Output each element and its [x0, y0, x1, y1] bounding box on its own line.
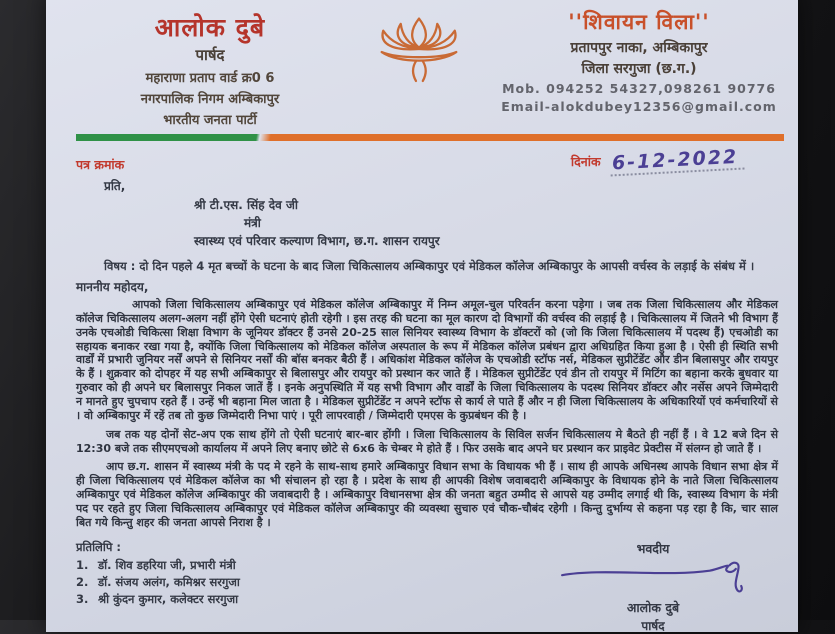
meta-row [76, 147, 784, 173]
letterhead [76, 6, 784, 128]
letter-paper [46, 0, 798, 632]
sender-block [76, 6, 344, 128]
sender-ward-line: महाराणा प्रताप वार्ड क्र0 6 [145, 71, 275, 86]
valediction: भवदीय [636, 540, 670, 556]
signatory-title: पार्षद [641, 618, 665, 633]
sender-party-line: भारतीय जनता पार्टी [163, 113, 257, 128]
recipient-salutation: प्रति, [104, 179, 126, 193]
cc-item-number: 2. [76, 574, 89, 589]
cc-item-number: 3. [76, 591, 89, 606]
address-line-1: प्रतापपुर नाका, अम्बिकापुर [570, 40, 708, 56]
address-block [494, 6, 784, 114]
body-paragraph-3: आप छ.ग. शासन में स्वास्थ्य मंत्री के पद मे रहने के साथ-साथ हमारे अम्बिकापुर विधान सभा के विधायक भी हैं । साथ ही आपके अधिनस्थ आपके विधान सभा क्षेत्र में ही जिला चिकित्सालय एवं मेडिकल कॉलेज का भी संचालन हो रहा है । प्रदेश के साथ ही आपकी विशेष जवाबदारी अम्बिकापुर के विधायक होने के नाते जिला चिकित्सालय अम्बिकापुर एवं मेडिकल कॉलेज अम्बिकापुर की जवाबदारी है । अम्बिकापुर विधानसभा क्षेत्र की जनता बहुत उम्मीद से आपसे यह उम्मीद लगाई थी कि, स्वास्थ्य विभाग के मंत्री पद पर रहते हुए जिला चिकित्सालय अम्बिकापुर एवं मेडिकल कॉलेज अम्बिकापुर की व्यवस्था सुचारु एवं चौक-चौबंद रहेगी । किन्तु दुर्भाग्य से कहना पड़ रहा है कि, चार साल बित गये किन्तु शहर की जनता आपसे निराश है । [76, 460, 778, 529]
recipient-department: स्वास्थ्य एवं परिवार कल्याण विभाग, छ.ग. शासन रायपुर [194, 234, 440, 248]
date-label: दिनांक [570, 154, 601, 169]
cc-item-text: डॉ. शिव डहरिया जी, प्रभारी मंत्री [98, 557, 236, 572]
subject-label: विषय : [104, 259, 136, 273]
sender-name: आलोक दुबे [154, 13, 266, 42]
handwritten-date: 6-12-2022 [609, 146, 744, 177]
cc-item-1 [76, 558, 240, 573]
cc-item-text: डॉ. संजय अलंग, कमिश्नर सरगुजा [98, 574, 240, 589]
cc-item-text: श्री कुंदन कुमार, कलेक्टर सरगुजा [98, 591, 239, 606]
cc-label: प्रतिलिपि : [76, 539, 121, 554]
cc-item-2 [76, 575, 240, 590]
bjp-lotus-icon [344, 6, 494, 84]
handwritten-signature [558, 559, 748, 599]
subject-text: दो दिन पहले 4 मृत बच्चों के घटना के बाद जिला चिकित्सालय अम्बिकापुर एवं मेडिकल कॉलेज अम्बिकापुर के आपसी वर्चस्व के लड़ाई के संबंध में । [139, 259, 755, 273]
signatory-name: आलोक दुबे [626, 599, 680, 615]
recipient-name: श्री टी.एस. सिंह देव जी [194, 198, 298, 212]
letter-number-label: पत्र क्रमांक [76, 157, 125, 172]
mobile-number: Mob. 094252 54327,098261 90776 [502, 81, 776, 96]
recipient-block [76, 177, 784, 249]
sender-title: पार्षद [195, 46, 225, 64]
tricolor-stripe [76, 134, 784, 141]
house-name: ''शिवायन विला'' [568, 10, 710, 34]
subject-line [76, 259, 832, 274]
greeting: माननीय महोदय, [76, 279, 149, 294]
cc-item-3 [76, 592, 240, 607]
address-line-2: जिला सरगुजा (छ.ग.) [581, 61, 697, 77]
sender-municipality-line: नगरपालिक निगम अम्बिकापुर [140, 92, 280, 107]
body-paragraph-1: आपको जिला चिकित्सालय अम्बिकापुर एवं मेडिकल कॉलेज अम्बिकापुर में निम्न अमूल-चुल परिवर्तन करना पड़ेगा । जब तक जिला चिकित्सालय और मेडिकल कॉलेज चिकित्सालय अलग-अलग नहीं होंगे ऐसी घटनाएं होती रहेगी । इस तरह की घटना का मूल कारण दो विभागों की वर्चस्व की लड़ाई है । चिकित्सालय में जितने भी विभाग हैं उनके एचओडी चिकित्सा शिक्षा विभाग के जूनियर डॉक्टर हैं उनसे 20-25 साल सिनियर स्वास्थ्य विभाग के डॉक्टरों को (जो कि जिला चिकित्सालय में पदस्थ हैं) एचओडी का सहायक बनाकर रखा गया है, क्योंकि जिला चिकित्सालय को मेडिकल कॉलेज अस्पताल के रूप में मेडिकल कॉलेज प्रबंधन द्वारा अधिग्रहित किया हुआ है । ऐसी ही स्थिति सभी वार्डों में प्रभारी जुनियर नर्सें अपने से सिनियर नर्सों की बॉस बनकर बैठी हैं । अधिकांश मेडिकल कॉलेज के एचओडी स्टॉफ नर्स, मेडिकल सुप्रीटेंडेंट और डीन बिलासपुर और रायपुर के हैं । शुक्रवार को दोपहर में यह सभी अम्बिकापुर से बिलासपुर और रायपुर को प्रस्थान कर जाते हैं । मेडिकल सुप्रीटेंडेंट एवं डीन तो रायपुर में मिटिंग का बहाना करके बुधवार या गुरुवार को ही अपने घर बिलासपुर निकल जातें हैं । इनके अनुपस्थिति में यह सभी विभाग और वार्डों के जिला चिकित्सालय के पदस्थ सिनियर डॉक्टर और नर्सेस अपने जिम्मेदारी न मानते हुए चुपचाप रहते हैं । उन्हें भी बहाना मिल जाता है । मेडिकल सुप्रीटेंडेंट न अपने स्टॉफ से कार्य ले पाते हैं और न ही जिला चिकित्सालय के अधिकारियों एवं कर्मचारियों से । वो अम्बिकापुर में रहें तब तो कुछ जिम्मेदारी निभा पाएं । पूरी लापरवाही / जिम्मेदारी एमएस के कुप्रबंधन की है । [76, 297, 778, 422]
cc-item-number: 1. [76, 557, 89, 572]
email-address: Email-alokdubey12356@gmail.com [501, 99, 777, 114]
body-paragraph-2: जब तक यह दोनों सेट-अप एक साथ होंगे तो ऐसी घटनाएं बार-बार होंगी । जिला चिकित्सालय के सिविल सर्जन चिकित्सालय मे बैठते ही नहीं हैं । वे 12 बजे दिन से 12:30 बजे तक सीएमएचओ कार्यालय में अपने लिए बनाए छोटे से 6x6 के चेम्बर मे होते हैं । फिर उसके बाद अपने घर प्रस्थान कर प्राइवेट प्रेक्टीस में संलग्न हो जाते हैं । [76, 427, 778, 455]
recipient-designation: मंत्री [244, 216, 261, 230]
date-field [570, 145, 744, 175]
